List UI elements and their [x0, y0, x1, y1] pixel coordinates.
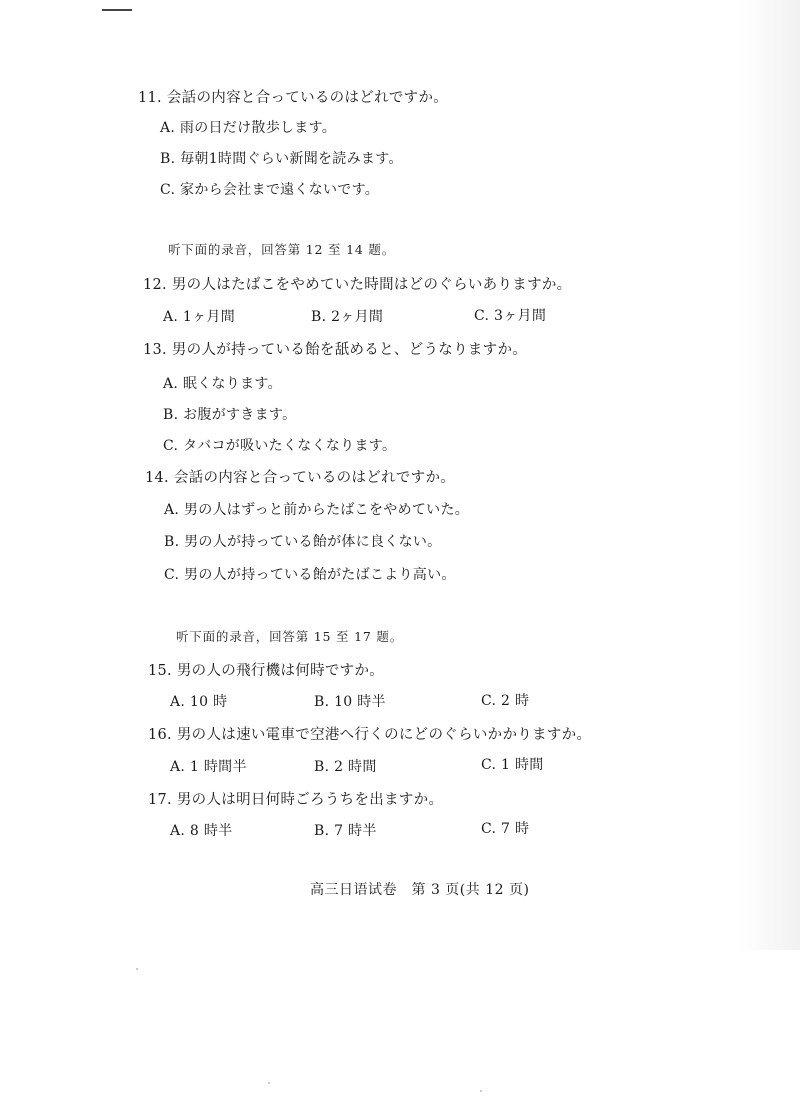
page-footer: 高三日语试卷 第 3 页(共 12 页) — [310, 882, 530, 898]
question-17-option-a: A. 8 時半 — [170, 823, 233, 839]
question-17-option-b: B. 7 時半 — [314, 823, 377, 839]
question-12-stem: 12. 男の人はたばこをやめていた時間はどのぐらいありますか。 — [143, 277, 572, 293]
question-13-stem: 13. 男の人が持っている飴を舐めると、どうなりますか。 — [143, 342, 528, 358]
question-13-option-c: C. タバコが吸いたくなくなります。 — [163, 438, 397, 454]
question-11-option-c: C. 家から会社まで遠くないです。 — [160, 182, 380, 198]
question-12-option-c: C. 3ヶ月間 — [474, 308, 547, 324]
question-17-stem: 17. 男の人は明日何時ごろうちを出ますか。 — [148, 792, 444, 808]
question-16-option-b: B. 2 時間 — [314, 759, 377, 775]
scan-mark — [102, 9, 132, 11]
question-13-option-a: A. 眠くなります。 — [163, 376, 282, 392]
question-11-option-a: A. 雨の日だけ散歩します。 — [160, 120, 337, 136]
question-12-option-b: B. 2ヶ月間 — [311, 309, 384, 325]
question-16-option-a: A. 1 時間半 — [170, 759, 247, 775]
question-14-option-a: A. 男の人はずっと前からたばこをやめていた。 — [164, 502, 470, 518]
scan-speck — [268, 1082, 270, 1084]
question-12-option-a: A. 1ヶ月間 — [163, 309, 236, 325]
question-15-stem: 15. 男の人の飛行機は何時ですか。 — [148, 663, 385, 679]
question-15-option-a: A. 10 時 — [170, 694, 228, 710]
question-15-option-b: B. 10 時半 — [314, 694, 386, 710]
question-14-option-b: B. 男の人が持っている飴が体に良くない。 — [164, 534, 442, 550]
question-14-stem: 14. 会話の内容と合っているのはどれですか。 — [145, 470, 456, 486]
question-15-option-c: C. 2 時 — [481, 693, 530, 709]
question-13-option-b: B. お腹がすきます。 — [163, 407, 297, 423]
question-16-option-c: C. 1 時間 — [481, 757, 544, 773]
question-16-stem: 16. 男の人は速い電車で空港へ行くのにどのぐらいかかりますか。 — [148, 727, 592, 743]
scan-speck — [480, 1090, 482, 1092]
instruction-12-14: 听下面的录音，回答第 12 至 14 题。 — [168, 242, 396, 257]
scan-speck — [136, 968, 138, 970]
instruction-15-17: 听下面的录音，回答第 15 至 17 题。 — [176, 629, 404, 644]
question-17-option-c: C. 7 時 — [481, 821, 530, 837]
question-14-option-c: C. 男の人が持っている飴がたばこより高い。 — [164, 567, 456, 583]
question-11-stem: 11. 会話の内容と合っているのはどれですか。 — [138, 90, 449, 106]
question-11-option-b: B. 毎朝1時間ぐらい新聞を読みます。 — [160, 151, 403, 167]
scan-edge-shadow — [740, 0, 800, 950]
